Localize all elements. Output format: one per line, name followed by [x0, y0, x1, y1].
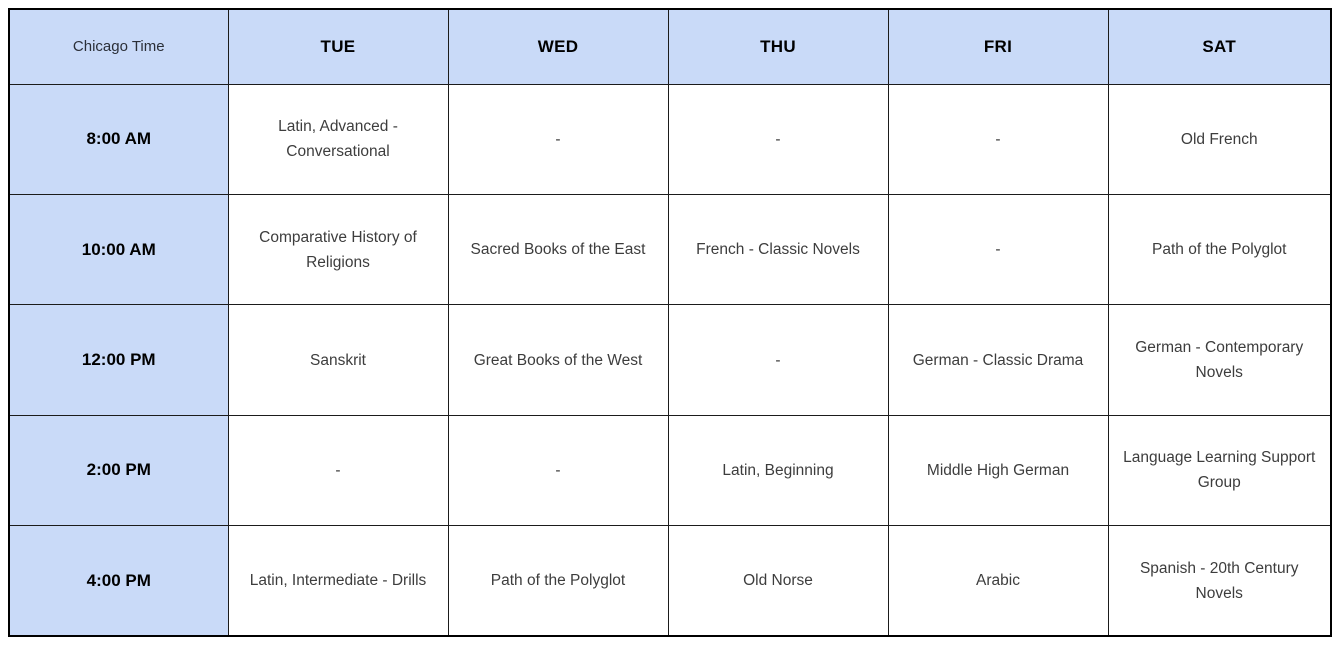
table-row-10am — [9, 195, 1331, 305]
time-label: 10:00 AM — [9, 195, 228, 305]
schedule-cell: Spanish - 20th Century Novels — [1108, 526, 1331, 636]
schedule-cell: Sanskrit — [228, 305, 448, 415]
day-header-fri: FRI — [888, 9, 1108, 84]
schedule-cell: Great Books of the West — [448, 305, 668, 415]
schedule-cell: Comparative History of Religions — [228, 195, 448, 305]
schedule-cell: Latin, Beginning — [668, 415, 888, 525]
day-header-tue: TUE — [228, 9, 448, 84]
schedule-cell: - — [448, 84, 668, 194]
schedule-container — [8, 8, 1332, 637]
schedule-cell: Sacred Books of the East — [448, 195, 668, 305]
schedule-cell: - — [668, 84, 888, 194]
schedule-cell: Path of the Polyglot — [448, 526, 668, 636]
day-header-wed: WED — [448, 9, 668, 84]
schedule-cell: German - Classic Drama — [888, 305, 1108, 415]
table-row-2pm — [9, 415, 1331, 525]
schedule-cell: - — [448, 415, 668, 525]
schedule-cell: Arabic — [888, 526, 1108, 636]
schedule-cell: - — [888, 84, 1108, 194]
table-row-12pm — [9, 305, 1331, 415]
table-row-4pm — [9, 526, 1331, 636]
schedule-cell: - — [668, 305, 888, 415]
schedule-cell: Middle High German — [888, 415, 1108, 525]
day-header-sat: SAT — [1108, 9, 1331, 84]
schedule-cell: French - Classic Novels — [668, 195, 888, 305]
schedule-table — [8, 8, 1332, 637]
day-header-thu: THU — [668, 9, 888, 84]
time-label: 12:00 PM — [9, 305, 228, 415]
time-label: 8:00 AM — [9, 84, 228, 194]
schedule-cell: Old French — [1108, 84, 1331, 194]
schedule-cell: - — [228, 415, 448, 525]
schedule-cell: Latin, Advanced - Conversational — [228, 84, 448, 194]
table-row-8am — [9, 84, 1331, 194]
schedule-cell: German - Contemporary Novels — [1108, 305, 1331, 415]
header-row — [9, 9, 1331, 84]
schedule-cell: Latin, Intermediate - Drills — [228, 526, 448, 636]
schedule-cell: - — [888, 195, 1108, 305]
time-label: 4:00 PM — [9, 526, 228, 636]
schedule-cell: Old Norse — [668, 526, 888, 636]
schedule-cell: Language Learning Support Group — [1108, 415, 1331, 525]
corner-header-chicago-time: Chicago Time — [9, 9, 228, 84]
schedule-cell: Path of the Polyglot — [1108, 195, 1331, 305]
time-label: 2:00 PM — [9, 415, 228, 525]
